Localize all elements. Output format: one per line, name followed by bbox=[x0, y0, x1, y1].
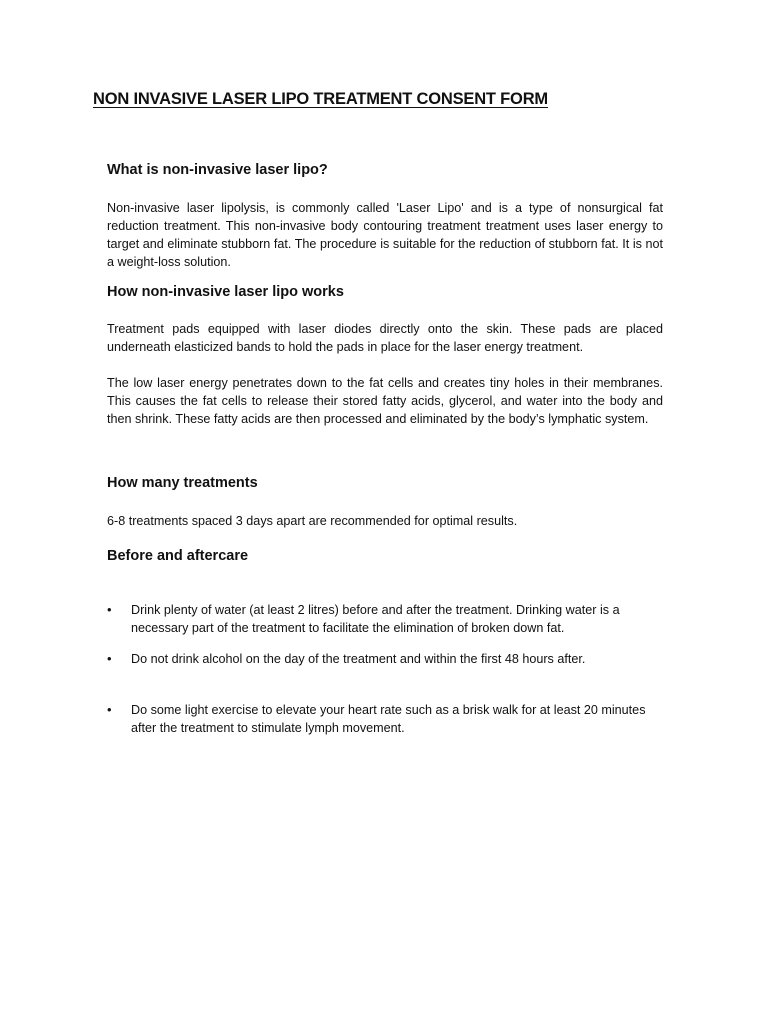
bullet-icon: • bbox=[107, 602, 112, 617]
care-bullet-text: Do some light exercise to elevate your heart rate such as a brisk walk for at least 20 minutes after the treatment to stimulate lymph movement. bbox=[131, 703, 646, 735]
section-paragraph-what: Non-invasive laser lipolysis, is commonly called 'Laser Lipo' and is a type of nonsurgical fat reduction treatment. This non-invasive body contouring treatment treatment uses laser energy to target and eliminate stubborn fat. The procedure is suitable for the reduction of stubborn fat. It is not a weight-loss solution. bbox=[107, 201, 663, 269]
document-title: NON INVASIVE LASER LIPO TREATMENT CONSENT FORM bbox=[93, 90, 548, 108]
section-paragraph-how-works-2: The low laser energy penetrates down to the fat cells and creates tiny holes in their membranes. This causes the fat cells to release their stored fatty acids, glycerol, and water into the body and then shrink. These fatty acids are then processed and eliminated by the body’s lymphatic system. bbox=[107, 376, 663, 426]
section-heading-how-many: How many treatments bbox=[107, 475, 258, 491]
section-paragraph-how-works-1: Treatment pads equipped with laser diodes directly onto the skin. These pads are placed underneath elasticized bands to hold the pads in place for the laser energy treatment. bbox=[107, 322, 663, 354]
care-bullet-text: Drink plenty of water (at least 2 litres) before and after the treatment. Drinking water is a necessary part of the treatment to facilitate the elimination of broken down fat. bbox=[131, 603, 620, 635]
bullet-icon: • bbox=[107, 651, 112, 666]
section-heading-how-works: How non-invasive laser lipo works bbox=[107, 284, 344, 300]
section-paragraph-how-many: 6-8 treatments spaced 3 days apart are recommended for optimal results. bbox=[107, 514, 518, 528]
bullet-icon: • bbox=[107, 702, 112, 717]
care-bullet-text: Do not drink alcohol on the day of the treatment and within the first 48 hours after. bbox=[131, 652, 586, 666]
section-heading-what: What is non-invasive laser lipo? bbox=[107, 162, 328, 178]
section-heading-care: Before and aftercare bbox=[107, 548, 249, 564]
